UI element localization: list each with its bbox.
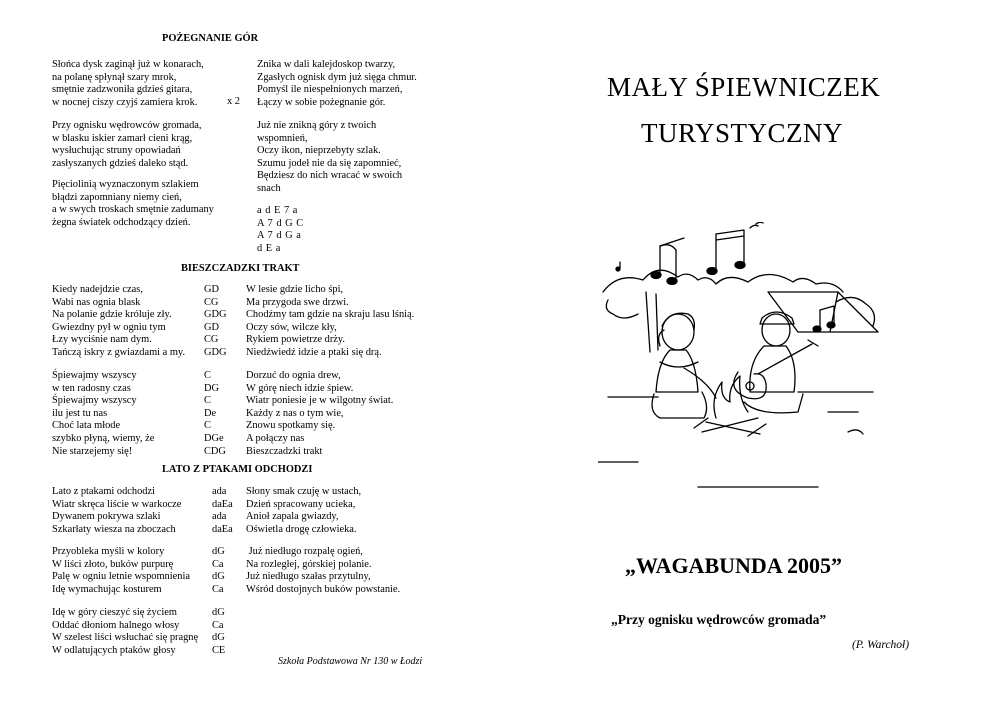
song3-v2-lyrics [52, 546, 190, 596]
song2-v1-lyrics [52, 284, 185, 360]
text-line: Znowu spotkamy się. [246, 420, 336, 432]
text-line: Już nie znikną góry z twoich [257, 120, 377, 131]
song1-chords [257, 205, 303, 255]
text-line: w blasku iskier zamarł cieni krąg, [52, 132, 193, 144]
text-line: CE [212, 644, 226, 656]
campfire-illustration [598, 222, 888, 502]
stanza [52, 59, 204, 109]
text-line: daEa [212, 498, 233, 510]
music-notes-icon [616, 222, 835, 332]
text-line: Dorzuć do ognia drew, [246, 370, 341, 381]
song3-v1-chords [212, 486, 233, 536]
text-line: CG [204, 296, 219, 308]
song2-v1-right [246, 284, 414, 360]
text-line: C [204, 370, 211, 381]
text-line: szybko płyną, wiemy, że [52, 432, 155, 444]
text-line: smętnie zadzwoniła gdzieś gitara, [52, 84, 193, 96]
text-line: Ca [212, 619, 224, 631]
quote-line: „Przy ognisku wędrowców gromada” [611, 612, 827, 627]
text-line: C [204, 395, 211, 407]
text-line: Wabi nas ognia blask [52, 296, 141, 308]
text-line: DGe [204, 432, 224, 444]
text-line: dG [212, 632, 225, 644]
stanza [257, 120, 402, 196]
text-line: GD [204, 321, 220, 333]
text-line: wysłuchując struny opowiadań [52, 145, 181, 157]
text-line: Oczy ikon, nieprzebyty szlak. [257, 145, 381, 157]
text-line: Gwiezdny pył w ogniu tym [52, 321, 166, 333]
text-line: Zgasłych ognisk dym już sięga chmur. [257, 71, 417, 83]
text-line: Rykiem powietrze drży. [246, 334, 346, 346]
text-line: Tańczą iskry z gwiazdami a my. [52, 346, 186, 358]
text-line: Słony smak czuję w ustach, [246, 486, 362, 497]
text-line: Oświetla drogę człowieka. [246, 523, 357, 535]
text-line: W liści złoto, buków purpurę [52, 558, 174, 570]
text-line: Lato z ptakami odchodzi [52, 486, 156, 497]
song3-v3-lyrics [52, 607, 198, 657]
text-line: Chodźmy tam gdzie na skraju lasu lśnią. [246, 309, 415, 321]
text-line: Choć lata młode [52, 420, 121, 432]
text-line: Ma przygoda swe drzwi. [246, 296, 349, 308]
text-line: Pięciolinią wyznaczonym szlakiem [52, 179, 199, 190]
stanza [52, 120, 201, 170]
song3-v2-chords [212, 546, 225, 596]
text-line: na polanę spłynął szary mrok, [52, 71, 177, 83]
song-title-bieszczadzki-trakt: BIESZCZADZKI TRAKT [181, 263, 300, 274]
text-line: ilu jest tu nas [52, 407, 108, 419]
text-line: Łączy w sobie pożegnanie gór. [257, 96, 386, 108]
text-line: Dzień spracowany ucieka, [246, 498, 356, 510]
text-line: Łzy wyciśnie nam dym. [52, 334, 152, 346]
text-line: W górę niech idzie śpiew. [246, 382, 354, 394]
song2-v2-right [246, 370, 393, 458]
school-name: Szkoła Podstawowa Nr 130 w Łodzi [278, 656, 423, 667]
event-name: „WAGABUNDA 2005” [625, 553, 842, 578]
text-line: Szkarłaty wiesza na zboczach [52, 523, 176, 535]
text-line: GD [204, 284, 220, 295]
text-line: Idę w góry cieszyć się życiem [52, 607, 177, 618]
text-line: Ca [212, 583, 224, 595]
text-line: CDG [204, 445, 226, 457]
text-line: Przyobleka myśli w kolory [52, 546, 165, 557]
cover-title-line2: TURYSTYCZNY [641, 118, 844, 148]
text-line: Oddać dłoniom halnego włosy [52, 619, 180, 631]
song3-v1-lyrics [52, 486, 181, 536]
text-line: A 7 d G C [257, 217, 304, 229]
text-line: dG [212, 607, 225, 618]
text-line: Palę w ogniu letnie wspomnienia [52, 571, 190, 583]
text-line: ada [212, 511, 227, 523]
text-line: w ten radosny czas [52, 382, 131, 394]
text-line: Anioł zapala gwiazdy, [246, 511, 339, 523]
song2-v2-chords [204, 370, 226, 458]
text-line: Bieszczadzki trakt [246, 445, 323, 457]
cover-title-line1: MAŁY ŚPIEWNICZEK [607, 72, 881, 102]
text-line: Na rozległej, górskiej polanie. [246, 558, 372, 570]
text-line: A 7 d G a [257, 230, 301, 242]
text-line: d E a [257, 242, 281, 254]
text-line: Śpiewajmy wszyscy [52, 395, 137, 407]
text-line: Idę wymachując kosturem [52, 583, 162, 595]
song3-v1-right [246, 486, 361, 536]
text-line: GDG [204, 346, 227, 358]
text-line: żegna światek odchodzący dzień. [52, 216, 191, 228]
text-line: Ca [212, 558, 224, 570]
text-line: Słońca dysk zaginął już w konarach, [52, 59, 204, 70]
text-line: dG [212, 546, 225, 557]
text-line: snach [257, 182, 281, 194]
text-line: DG [204, 382, 220, 394]
text-line: w nocnej ciszy czyjś zamiera krok. [52, 96, 198, 108]
song3-v3-chords [212, 607, 225, 657]
text-line: Każdy z nas o tym wie, [246, 407, 344, 419]
text-line: Pomyśl ile niespełnionych marzeń, [257, 84, 403, 96]
text-line: Kiedy nadejdzie czas, [52, 284, 143, 295]
text-line: Na polanie gdzie króluje zły. [52, 309, 172, 321]
text-line: Będziesz do nich wracać w swoich [257, 170, 403, 182]
quote-author: (P. Warchoł) [852, 639, 910, 651]
text-line: W szelest liści wsłuchać się pragnę [52, 632, 199, 644]
text-line: C [204, 420, 211, 432]
text-line: Już niedługo szałas przytulny, [246, 571, 371, 583]
text-line: De [204, 407, 217, 419]
text-line: Przy ognisku wędrowców gromada, [52, 120, 202, 131]
text-line: Niedźwiedź idzie a ptaki się drą. [246, 346, 382, 358]
text-line: W odlatujących ptaków głosy [52, 644, 176, 656]
text-line: Nie starzejemy się! [52, 445, 133, 457]
text-line: Znika w dali kalejdoskop twarzy, [257, 59, 396, 70]
text-line: Wśród dostojnych buków powstanie. [246, 583, 401, 595]
text-line: GDG [204, 309, 227, 321]
text-line: CG [204, 334, 219, 346]
repeat-mark: x 2 [227, 96, 240, 107]
text-line: Dywanem pokrywa szlaki [52, 511, 161, 523]
song3-v2-right [246, 546, 400, 596]
text-line: Śpiewajmy wszyscy [52, 370, 137, 381]
stanza [257, 59, 417, 109]
text-line: A połączy nas [246, 432, 305, 444]
text-line: Oczy sów, wilcze kły, [246, 321, 337, 333]
text-line: daEa [212, 523, 233, 535]
text-line: a d E 7 a [257, 205, 298, 216]
stanza [52, 179, 214, 229]
song2-v1-chords [204, 284, 227, 360]
song-title-pozegnanie-gor: POŻEGNANIE GÓR [162, 33, 259, 44]
text-line: dG [212, 571, 225, 583]
text-line: Już niedługo rozpalę ogień, [246, 546, 363, 557]
text-line: W lesie gdzie licho śpi, [246, 284, 344, 295]
song-title-lato-z-ptakami: LATO Z PTAKAMI ODCHODZI [162, 464, 313, 475]
text-line: Wiatr skręca liście w warkocze [52, 498, 182, 510]
text-line: wspomnień, [257, 132, 308, 144]
text-line: a w swych troskach smętnie zadumany [52, 204, 214, 216]
text-line: ada [212, 486, 227, 497]
text-line: Wiatr poniesie je w wilgotny świat. [246, 395, 394, 407]
text-line: błądzi zapomniany niemy cień, [52, 191, 182, 203]
text-line: Szumu jodeł nie da się zapomnieć, [257, 157, 402, 169]
text-line: zasłyszanych gdzieś daleko stąd. [52, 157, 189, 169]
song2-v2-lyrics [52, 370, 154, 458]
